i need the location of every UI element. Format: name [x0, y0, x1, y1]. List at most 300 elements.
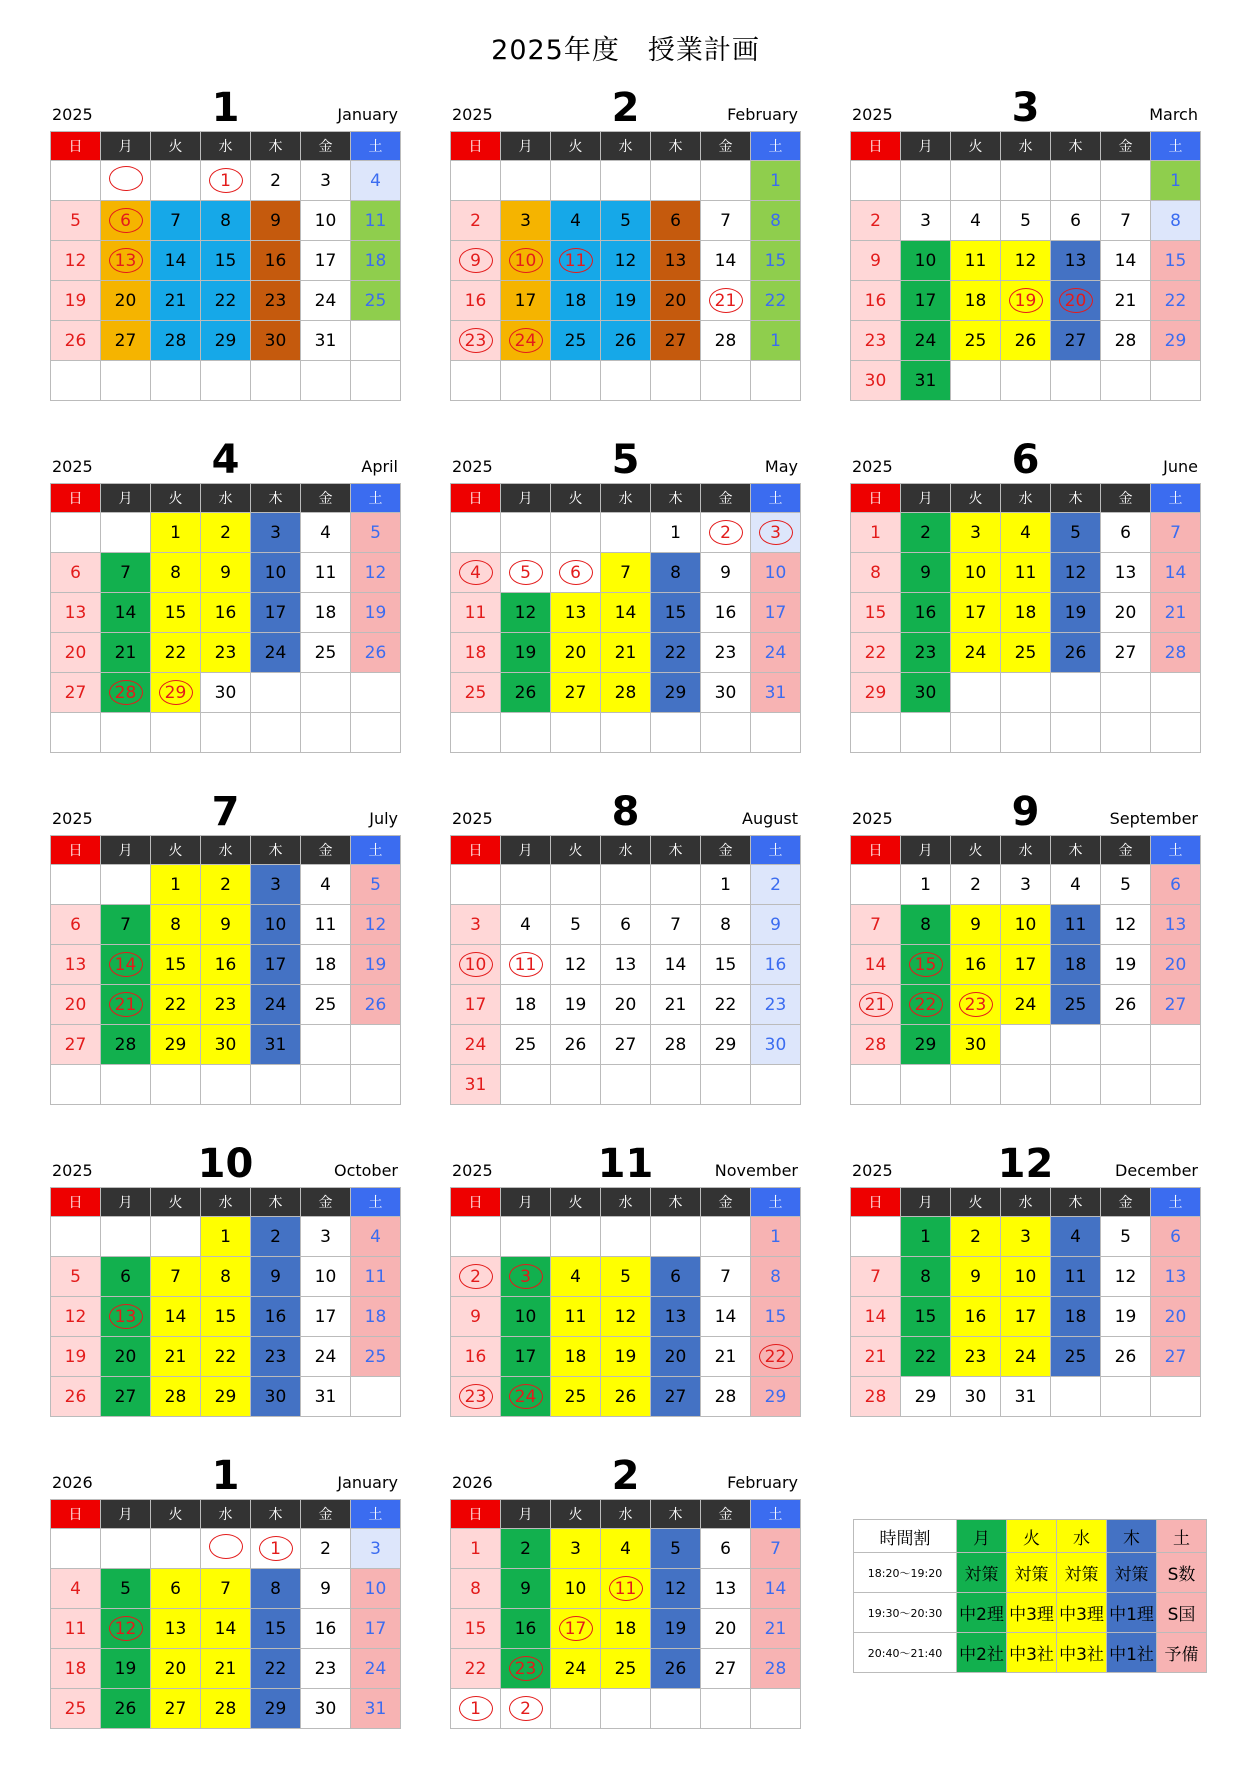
day-cell	[1051, 1297, 1101, 1337]
week-row	[451, 1569, 801, 1609]
day-number: 3	[320, 1226, 331, 1247]
day-cell	[501, 905, 551, 945]
day-number: 26	[64, 330, 87, 351]
day-number: 29	[914, 1034, 937, 1055]
day-cell	[751, 673, 801, 713]
day-cell	[351, 1609, 401, 1649]
day-cell	[501, 1217, 551, 1257]
day-cell	[501, 241, 551, 281]
day-number: 3	[1020, 874, 1031, 895]
day-number: 17	[514, 290, 537, 311]
day-number: 4	[570, 1266, 581, 1287]
day-cell	[1001, 361, 1051, 401]
weekday-label: 火	[951, 836, 1001, 865]
weekday-label: 水	[201, 132, 251, 161]
day-cell	[551, 241, 601, 281]
day-number: 27	[64, 1034, 87, 1055]
day-number: 8	[770, 1266, 781, 1287]
day-cell	[951, 161, 1001, 201]
day-number: 28	[714, 330, 737, 351]
month-number: 8	[611, 789, 640, 835]
day-cell	[601, 1649, 651, 1689]
day-cell	[151, 201, 201, 241]
circled-day: 6	[109, 208, 143, 233]
day-cell	[301, 1025, 351, 1065]
month-year: 2025	[52, 809, 93, 828]
day-cell	[1101, 1337, 1151, 1377]
legend-header-tue: 火	[1007, 1520, 1057, 1553]
day-number: 1	[920, 1226, 931, 1247]
day-cell	[701, 1257, 751, 1297]
day-cell	[951, 1297, 1001, 1337]
day-cell	[601, 1297, 651, 1337]
day-number: 10	[1014, 914, 1037, 935]
day-cell	[251, 1649, 301, 1689]
day-cell	[901, 945, 951, 985]
week-row	[451, 905, 801, 945]
day-cell	[451, 1217, 501, 1257]
day-cell	[1101, 1257, 1151, 1297]
legend-time: 19:30～20:30	[854, 1593, 957, 1633]
week-row	[851, 945, 1201, 985]
day-cell	[451, 1609, 501, 1649]
month-number: 1	[211, 85, 240, 131]
day-number: 6	[170, 1578, 181, 1599]
day-number: 28	[864, 1034, 887, 1055]
day-number: 28	[214, 1698, 237, 1719]
weekday-label: 日	[51, 836, 101, 865]
day-cell	[1001, 1217, 1051, 1257]
day-cell	[651, 905, 701, 945]
day-number: 27	[164, 1698, 187, 1719]
day-cell	[851, 241, 901, 281]
day-number: 23	[914, 642, 937, 663]
day-cell	[501, 281, 551, 321]
legend-cell: S国	[1157, 1593, 1207, 1633]
day-number: 16	[714, 602, 737, 623]
weekday-label: 日	[451, 1188, 501, 1217]
day-number: 13	[1164, 914, 1187, 935]
day-number: 3	[470, 914, 481, 935]
weekday-label: 土	[751, 836, 801, 865]
day-cell	[951, 1025, 1001, 1065]
day-cell	[1101, 673, 1151, 713]
day-cell	[551, 1529, 601, 1569]
weekday-label: 火	[551, 484, 601, 513]
day-cell	[1051, 905, 1101, 945]
week-row	[51, 161, 401, 201]
day-cell	[1151, 713, 1201, 753]
weekday-label: 火	[951, 1188, 1001, 1217]
month-year: 2025	[852, 1161, 893, 1180]
day-cell	[951, 945, 1001, 985]
day-cell	[451, 361, 501, 401]
day-number: 16	[514, 1618, 537, 1639]
day-cell	[601, 513, 651, 553]
month-name: April	[361, 457, 398, 476]
day-number: 1	[1170, 170, 1181, 191]
weekday-label: 土	[351, 484, 401, 513]
day-number: 14	[714, 1306, 737, 1327]
day-cell	[1001, 945, 1051, 985]
weekday-label: 土	[351, 836, 401, 865]
day-cell	[1001, 281, 1051, 321]
month-name: January	[337, 105, 398, 124]
day-cell	[901, 633, 951, 673]
day-cell	[451, 321, 501, 361]
day-number: 15	[664, 602, 687, 623]
day-cell	[701, 513, 751, 553]
weekday-label: 水	[601, 836, 651, 865]
circled-day: 10	[509, 248, 543, 273]
legend-cell: 中2理	[957, 1593, 1007, 1633]
week-row	[451, 633, 801, 673]
weekday-label: 水	[1001, 1188, 1051, 1217]
day-cell	[851, 513, 901, 553]
day-cell	[701, 985, 751, 1025]
day-number: 21	[164, 1346, 187, 1367]
day-number: 7	[120, 562, 131, 583]
day-cell	[851, 1065, 901, 1105]
day-number: 15	[764, 1306, 787, 1327]
day-cell	[1101, 201, 1151, 241]
day-number: 14	[114, 602, 137, 623]
day-cell	[1001, 321, 1051, 361]
week-row	[51, 1609, 401, 1649]
day-cell	[751, 241, 801, 281]
day-number: 22	[914, 1346, 937, 1367]
day-number: 5	[120, 1578, 131, 1599]
day-cell	[351, 673, 401, 713]
day-number: 27	[64, 682, 87, 703]
day-number: 27	[614, 1034, 637, 1055]
day-number: 16	[914, 602, 937, 623]
month-header	[450, 1453, 801, 1499]
circled-day: 23	[959, 992, 993, 1017]
day-cell	[351, 553, 401, 593]
day-number: 8	[220, 210, 231, 231]
day-number: 28	[114, 1034, 137, 1055]
weekday-label: 金	[701, 484, 751, 513]
day-cell	[51, 593, 101, 633]
day-cell	[851, 1337, 901, 1377]
weekday-label: 火	[151, 1188, 201, 1217]
day-number: 18	[964, 290, 987, 311]
week-row	[51, 593, 401, 633]
circled-day: 17	[559, 1616, 593, 1641]
day-number: 31	[914, 370, 937, 391]
day-number: 12	[1014, 250, 1037, 271]
month-name: November	[714, 1161, 798, 1180]
day-number: 7	[620, 562, 631, 583]
day-cell	[851, 1025, 901, 1065]
weekday-label: 火	[551, 1188, 601, 1217]
day-number: 1	[670, 522, 681, 543]
day-cell	[101, 633, 151, 673]
day-number: 13	[164, 1618, 187, 1639]
day-cell	[851, 673, 901, 713]
day-number: 12	[1064, 562, 1087, 583]
day-number: 4	[70, 1578, 81, 1599]
day-cell	[51, 553, 101, 593]
circled-day: 11	[509, 952, 543, 977]
weekday-label: 水	[201, 836, 251, 865]
day-number: 19	[664, 1618, 687, 1639]
legend-row	[854, 1593, 1207, 1633]
day-cell	[751, 1025, 801, 1065]
day-cell	[101, 1217, 151, 1257]
day-cell	[201, 1569, 251, 1609]
legend-header-wed: 水	[1057, 1520, 1107, 1553]
day-cell	[101, 1609, 151, 1649]
day-cell	[651, 713, 701, 753]
day-cell	[1101, 945, 1151, 985]
day-cell	[601, 241, 651, 281]
day-number: 20	[664, 1346, 687, 1367]
day-cell	[151, 1609, 201, 1649]
day-cell	[451, 1569, 501, 1609]
day-number: 3	[270, 522, 281, 543]
day-number: 27	[114, 1386, 137, 1407]
day-cell	[251, 1257, 301, 1297]
day-number: 4	[1070, 1226, 1081, 1247]
month-calendar	[50, 789, 401, 1105]
day-cell	[251, 1337, 301, 1377]
day-number: 18	[1064, 954, 1087, 975]
day-cell	[601, 1025, 651, 1065]
day-cell	[1051, 1217, 1101, 1257]
month-table	[450, 483, 801, 753]
legend-cell: 予備	[1157, 1633, 1207, 1673]
day-cell	[201, 1025, 251, 1065]
day-cell	[601, 161, 651, 201]
day-number: 23	[314, 1658, 337, 1679]
day-cell	[701, 201, 751, 241]
month-table	[850, 835, 1201, 1105]
day-number: 9	[970, 914, 981, 935]
weekday-label: 日	[851, 484, 901, 513]
week-row	[851, 633, 1201, 673]
day-number: 11	[364, 1266, 387, 1287]
day-number: 25	[1014, 642, 1037, 663]
month-table	[850, 483, 1201, 753]
day-cell	[551, 593, 601, 633]
day-number: 24	[764, 642, 787, 663]
day-cell	[351, 1649, 401, 1689]
weekday-label: 木	[1051, 1188, 1101, 1217]
day-number: 27	[1114, 642, 1137, 663]
weekday-label: 日	[851, 1188, 901, 1217]
day-cell	[1151, 1065, 1201, 1105]
circled-day: 10	[459, 952, 493, 977]
day-number: 14	[164, 1306, 187, 1327]
day-cell	[351, 361, 401, 401]
month-number: 9	[1011, 789, 1040, 835]
day-number: 15	[214, 250, 237, 271]
day-cell	[251, 633, 301, 673]
day-cell	[1051, 985, 1101, 1025]
weekday-label: 火	[151, 132, 201, 161]
day-number: 24	[964, 642, 987, 663]
weekday-label: 火	[151, 1500, 201, 1529]
weekday-label: 土	[351, 1500, 401, 1529]
day-cell	[501, 1025, 551, 1065]
day-cell	[651, 513, 701, 553]
day-cell	[1101, 553, 1151, 593]
day-cell	[1151, 321, 1201, 361]
month-name: March	[1149, 105, 1198, 124]
day-cell	[351, 281, 401, 321]
day-cell	[1101, 513, 1151, 553]
day-cell	[151, 241, 201, 281]
day-number: 7	[1120, 210, 1131, 231]
day-cell	[451, 905, 501, 945]
month-number: 3	[1011, 85, 1040, 131]
week-row	[51, 985, 401, 1025]
day-cell	[151, 593, 201, 633]
day-number: 11	[564, 1306, 587, 1327]
weekday-label: 木	[251, 1500, 301, 1529]
day-cell	[701, 361, 751, 401]
day-number: 12	[664, 1578, 687, 1599]
day-cell	[101, 513, 151, 553]
day-cell	[501, 321, 551, 361]
day-number: 10	[564, 1578, 587, 1599]
day-cell	[551, 321, 601, 361]
day-number: 27	[664, 1386, 687, 1407]
week-row	[451, 1065, 801, 1105]
day-number: 20	[114, 1346, 137, 1367]
weekday-label: 金	[701, 132, 751, 161]
day-cell	[351, 1377, 401, 1417]
circled-day: 21	[709, 288, 743, 313]
day-cell	[601, 985, 651, 1025]
day-number: 26	[64, 1386, 87, 1407]
weekday-label: 木	[1051, 132, 1101, 161]
day-number: 28	[164, 330, 187, 351]
day-cell	[601, 1217, 651, 1257]
day-number: 18	[514, 994, 537, 1015]
legend-header-period: 時間割	[854, 1520, 957, 1553]
day-number: 3	[970, 522, 981, 543]
day-cell	[151, 281, 201, 321]
day-number: 14	[214, 1618, 237, 1639]
circled-day: 4	[459, 560, 493, 585]
week-row	[451, 1217, 801, 1257]
day-number: 3	[920, 210, 931, 231]
day-number: 19	[1114, 954, 1137, 975]
day-number: 11	[1014, 562, 1037, 583]
day-number: 15	[764, 250, 787, 271]
day-number: 16	[464, 1346, 487, 1367]
day-cell	[151, 321, 201, 361]
day-cell	[151, 1025, 201, 1065]
day-cell	[951, 865, 1001, 905]
day-number: 16	[264, 1306, 287, 1327]
day-cell	[101, 241, 151, 281]
day-cell	[201, 1065, 251, 1105]
weekday-label: 土	[751, 132, 801, 161]
day-number: 6	[120, 1266, 131, 1287]
day-number: 29	[214, 1386, 237, 1407]
month-calendar	[450, 85, 801, 401]
day-number: 13	[564, 602, 587, 623]
day-number: 26	[564, 1034, 587, 1055]
weekday-label: 木	[1051, 484, 1101, 513]
day-cell	[651, 281, 701, 321]
day-number: 26	[614, 330, 637, 351]
day-cell	[201, 161, 251, 201]
day-cell	[951, 241, 1001, 281]
day-number: 27	[664, 330, 687, 351]
day-number: 11	[64, 1618, 87, 1639]
month-year: 2025	[452, 1161, 493, 1180]
day-cell	[701, 673, 751, 713]
day-cell	[1051, 513, 1101, 553]
day-number: 12	[64, 1306, 87, 1327]
day-cell	[951, 513, 1001, 553]
day-cell	[51, 241, 101, 281]
day-cell	[851, 361, 901, 401]
day-cell	[451, 1377, 501, 1417]
week-row	[451, 713, 801, 753]
day-number: 30	[964, 1386, 987, 1407]
day-cell	[501, 865, 551, 905]
weekday-label: 火	[551, 1500, 601, 1529]
day-cell	[201, 713, 251, 753]
month-name: August	[742, 809, 798, 828]
day-cell	[551, 985, 601, 1025]
week-row	[851, 241, 1201, 281]
day-cell	[601, 201, 651, 241]
month-name: February	[727, 1473, 798, 1492]
month-table	[50, 835, 401, 1105]
day-number: 17	[514, 1346, 537, 1367]
day-number: 16	[214, 602, 237, 623]
day-cell	[501, 1689, 551, 1729]
day-number: 2	[520, 1538, 531, 1559]
day-number: 29	[764, 1386, 787, 1407]
day-cell	[601, 1609, 651, 1649]
day-cell	[301, 865, 351, 905]
day-number: 9	[270, 210, 281, 231]
day-cell	[451, 241, 501, 281]
day-number: 8	[220, 1266, 231, 1287]
day-cell	[151, 361, 201, 401]
day-cell	[751, 281, 801, 321]
day-number: 24	[914, 330, 937, 351]
day-cell	[451, 1649, 501, 1689]
day-cell	[951, 633, 1001, 673]
day-number: 30	[914, 682, 937, 703]
day-cell	[1051, 1025, 1101, 1065]
day-number: 6	[670, 1266, 681, 1287]
day-cell	[351, 1065, 401, 1105]
day-cell	[201, 553, 251, 593]
day-number: 16	[864, 290, 887, 311]
weekday-label: 日	[451, 484, 501, 513]
day-number: 23	[214, 642, 237, 663]
day-number: 16	[464, 290, 487, 311]
month-name: July	[369, 809, 398, 828]
day-number: 2	[220, 874, 231, 895]
day-number: 7	[170, 210, 181, 231]
day-number: 2	[220, 522, 231, 543]
weekday-label: 土	[1151, 132, 1201, 161]
month-year: 2025	[452, 809, 493, 828]
day-cell	[1151, 865, 1201, 905]
day-number: 17	[1014, 954, 1037, 975]
